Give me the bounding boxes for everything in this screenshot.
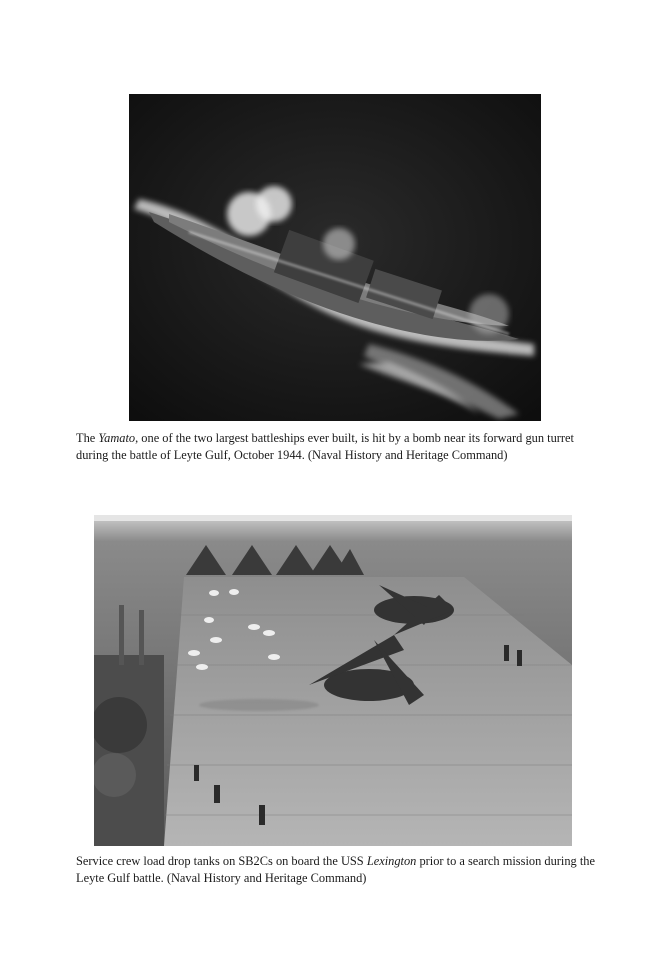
caption-text: The bbox=[76, 431, 99, 445]
ship-name: Lexington bbox=[366, 854, 417, 868]
caption-text: prior to a search mission during the Leyte Gulf battle. (Naval History and Heritage Command) bbox=[76, 854, 595, 885]
carrier-caption bbox=[76, 853, 596, 887]
ship-name: Yamato bbox=[98, 431, 136, 445]
battleship-caption bbox=[76, 430, 596, 464]
battleship-photo bbox=[129, 94, 541, 421]
carrier-deck-photo bbox=[94, 515, 572, 846]
caption-text: Service crew load drop tanks on SB2Cs on board the USS bbox=[76, 854, 367, 868]
caption-text: , one of the two largest battleships ever built, is hit by a bomb near its forward gun turret during the battle of Leyte Gulf, October 1944. (Naval History and Heritage Command) bbox=[76, 431, 574, 462]
